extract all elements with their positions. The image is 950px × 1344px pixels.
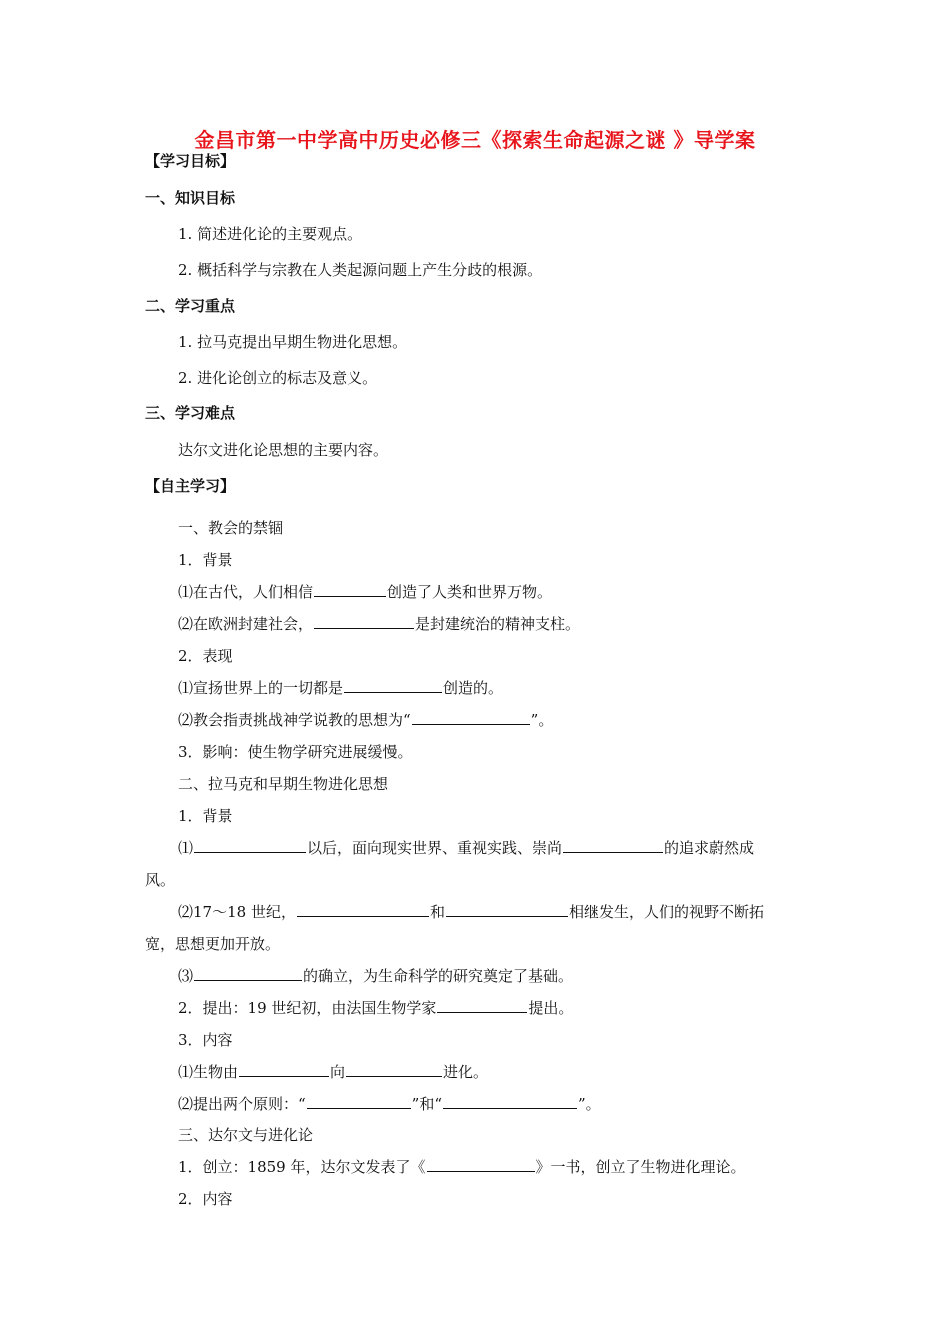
answer-blank[interactable] (194, 838, 306, 853)
answer-blank[interactable] (412, 710, 530, 725)
goal-item-2: 2. 概括科学与宗教在人类起源问题上产生分歧的根源。 (178, 261, 543, 279)
answer-blank[interactable] (563, 838, 663, 853)
fill-in-line: ⑴生物由 向 进化。 (178, 1063, 489, 1081)
answer-blank[interactable] (344, 678, 442, 693)
key-point-2: 2. 进化论创立的标志及意义。 (178, 369, 378, 387)
part-1-background: 1．背景 (178, 551, 233, 569)
heading-key-points: 二、学习重点 (145, 297, 236, 315)
part-3-heading: 三、达尔文与进化论 (178, 1126, 314, 1144)
answer-blank[interactable] (446, 902, 568, 917)
wrapped-text: 风。 (145, 871, 176, 889)
answer-blank[interactable] (314, 582, 386, 597)
fill-in-line: ⑵在欧洲封建社会， 是封建统治的精神支柱。 (178, 615, 581, 633)
fill-in-line: ⑴宣扬世界上的一切都是 创造的。 (178, 679, 504, 697)
answer-blank[interactable] (314, 614, 414, 629)
fill-in-line: 2．提出：19 世纪初，由法国生物学家 提出。 (178, 999, 574, 1017)
answer-blank[interactable] (297, 902, 429, 917)
fill-in-line: ⑴ 以后，面向现实世界、重视实践、崇尚 的追求蔚然成 (178, 839, 755, 857)
fill-in-line: ⑶ 的确立，为生命科学的研究奠定了基础。 (178, 967, 574, 985)
part-1-influence: 3．影响：使生物学研究进展缓慢。 (178, 743, 413, 761)
answer-blank[interactable] (427, 1157, 535, 1172)
heading-knowledge-goals: 一、知识目标 (145, 189, 236, 207)
key-point-1: 1. 拉马克提出早期生物进化思想。 (178, 333, 408, 351)
answer-blank[interactable] (346, 1062, 442, 1077)
fill-in-line: ⑵提出两个原则：“ ”和“ ”。 (178, 1095, 601, 1113)
fill-in-line: ⑵17～18 世纪， 和 相继发生，人们的视野不断拓 (178, 903, 764, 921)
fill-in-line: ⑴在古代，人们相信 创造了人类和世界万物。 (178, 583, 553, 601)
part-2-content: 3．内容 (178, 1031, 233, 1049)
answer-blank[interactable] (437, 998, 527, 1013)
answer-blank[interactable] (194, 966, 302, 981)
part-2-background: 1．背景 (178, 807, 233, 825)
part-1-heading: 一、教会的禁锢 (178, 519, 284, 537)
fill-in-line: 1．创立：1859 年，达尔文发表了《 》一书，创立了生物进化理论。 (178, 1158, 746, 1176)
part-3-content: 2．内容 (178, 1190, 233, 1208)
difficulty-item: 达尔文进化论思想的主要内容。 (178, 441, 389, 459)
fill-in-line: ⑵教会指责挑战神学说教的思想为“ ”。 (178, 711, 554, 729)
answer-blank[interactable] (443, 1094, 577, 1109)
part-2-heading: 二、拉马克和早期生物进化思想 (178, 775, 389, 793)
answer-blank[interactable] (307, 1094, 411, 1109)
section-heading-learning-goals: 【学习目标】 (145, 152, 236, 170)
goal-item-1: 1. 简述进化论的主要观点。 (178, 225, 363, 243)
section-heading-self-study: 【自主学习】 (145, 477, 236, 495)
part-1-manifestation: 2．表现 (178, 647, 233, 665)
page-title: 金昌市第一中学高中历史必修三《探索生命起源之谜 》导学案 (194, 128, 756, 152)
answer-blank[interactable] (239, 1062, 329, 1077)
wrapped-text: 宽，思想更加开放。 (145, 935, 281, 953)
heading-difficulties: 三、学习难点 (145, 404, 236, 422)
